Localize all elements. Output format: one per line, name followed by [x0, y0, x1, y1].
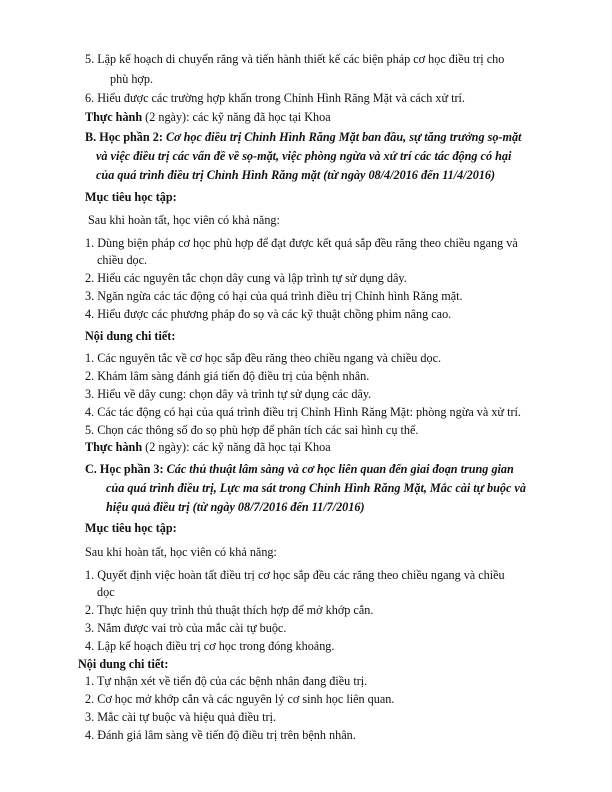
practice-label: Thực hành [85, 110, 143, 124]
practice-line-2 [85, 440, 331, 455]
partB-goals-heading: Mục tiêu học tập: [85, 190, 177, 204]
partC-content-4: 4. Đánh giá lâm sàng về tiến độ điều trị trên bệnh nhân. [85, 728, 356, 742]
partC-goal-2: 2. Thực hiện quy trình thủ thuật thích hợp để mở khớp cắn. [85, 603, 374, 617]
partC-goal-1: 1. Quyết định việc hoàn tất điều trị cơ học sắp đều các răng theo chiều ngang và chiều [85, 568, 505, 582]
practice-text: (2 ngày): các kỹ năng đã học tại Khoa [142, 110, 331, 124]
partB-goals-intro: Sau khi hoàn tất, học viên có khả năng: [88, 213, 280, 227]
partB-goal-3: 3. Ngăn ngừa các tác động có hại của quá trình điều trị Chỉnh hình Răng mặt. [85, 289, 463, 303]
partB-label: B. Học phần 2: [85, 130, 163, 144]
partB-title-part1: Cơ học điều trị Chỉnh Hình Răng Mặt ban đầu, sự tăng trưởng sọ-mặt [165, 130, 522, 144]
partC-title-part1: Các thủ thuật lâm sàng và cơ học liên quan đến giai đoạn trung gian [166, 462, 514, 476]
partB-content-2: 2. Khám lâm sàng đánh giá tiến độ điều trị của bệnh nhân. [85, 369, 370, 383]
intro-item-5-line2: phù hợp. [110, 72, 154, 86]
practice-label: Thực hành [85, 440, 143, 454]
partC-content-heading: Nội dung chi tiết: [78, 657, 169, 671]
intro-item-6: 6. Hiểu được các trường hợp khẩn trong Chỉnh Hình Răng Mặt và cách xử trí. [85, 91, 465, 105]
partC-title-line2: của quá trình điều trị, Lực ma sát trong Chỉnh Hình Răng Mặt, Mắc cài tự buộc và [106, 481, 526, 495]
partC-goal-3: 3. Nắm được vai trò của mắc cài tự buộc. [85, 621, 287, 635]
partB-content-1: 1. Các nguyên tắc về cơ học sắp đều răng theo chiều ngang và chiều dọc. [85, 351, 442, 365]
partB-title-line1 [85, 130, 521, 145]
partB-title-line2: và việc điều trị các vấn đề về sọ-mặt, việc phòng ngừa và xử trí các tác động có hại [96, 149, 512, 163]
partC-content-2: 2. Cơ học mở khớp cắn và các nguyên lý cơ sinh học liên quan. [85, 692, 395, 706]
practice-text: (2 ngày): các kỹ năng đã học tại Khoa [142, 440, 331, 454]
partB-goal-2: 2. Hiểu các nguyên tắc chọn dây cung và lập trình tự sử dụng dây. [85, 271, 407, 285]
partB-goal-4: 4. Hiểu được các phương pháp đo sọ và các kỹ thuật chồng phim nâng cao. [85, 307, 452, 321]
partC-label: C. Học phần 3: [85, 462, 164, 476]
partB-content-heading: Nội dung chi tiết: [85, 329, 176, 343]
partC-title-line3: hiệu quả điều trị (từ ngày 08/7/2016 đến 11/7/2016) [106, 500, 365, 514]
partC-goals-intro: Sau khi hoàn tất, học viên có khả năng: [85, 545, 277, 559]
partB-content-4: 4. Các tác động có hại của quá trình điều trị Chỉnh Hình Răng Mặt: phòng ngừa và xử trí. [85, 405, 521, 419]
partB-content-3: 3. Hiểu về dây cung: chọn dây và trình tự sử dụng các dây. [85, 387, 372, 401]
intro-item-5-line1: 5. Lập kế hoạch di chuyển răng và tiến hành thiết kế các biện pháp cơ học điều trị cho [85, 52, 505, 66]
partB-goal-1: 1. Dùng biện pháp cơ học phù hợp để đạt được kết quả sắp đều răng theo chiều ngang và [85, 236, 518, 250]
partC-goal-4: 4. Lập kế hoạch điều trị cơ học trong đóng khoảng. [85, 639, 335, 653]
partC-content-1: 1. Tự nhận xét về tiến độ của các bệnh nhân đang điều trị. [85, 674, 368, 688]
partC-goal-1-cont: dọc [97, 585, 115, 599]
practice-line-1 [85, 110, 331, 125]
partC-title-line1 [85, 462, 514, 477]
partB-content-5: 5. Chọn các thông số đo sọ phù hợp để phân tích các sai hình cụ thể. [85, 423, 419, 437]
partB-goal-1-cont: chiều dọc. [97, 253, 148, 267]
partC-content-3: 3. Mắc cài tự buộc và hiệu quả điều trị. [85, 710, 277, 724]
partC-goals-heading: Mục tiêu học tập: [85, 521, 177, 535]
partB-title-line3: của quá trình điều trị Chỉnh Hình Răng mặt (từ ngày 08/4/2016 đến 11/4/2016) [96, 168, 496, 182]
